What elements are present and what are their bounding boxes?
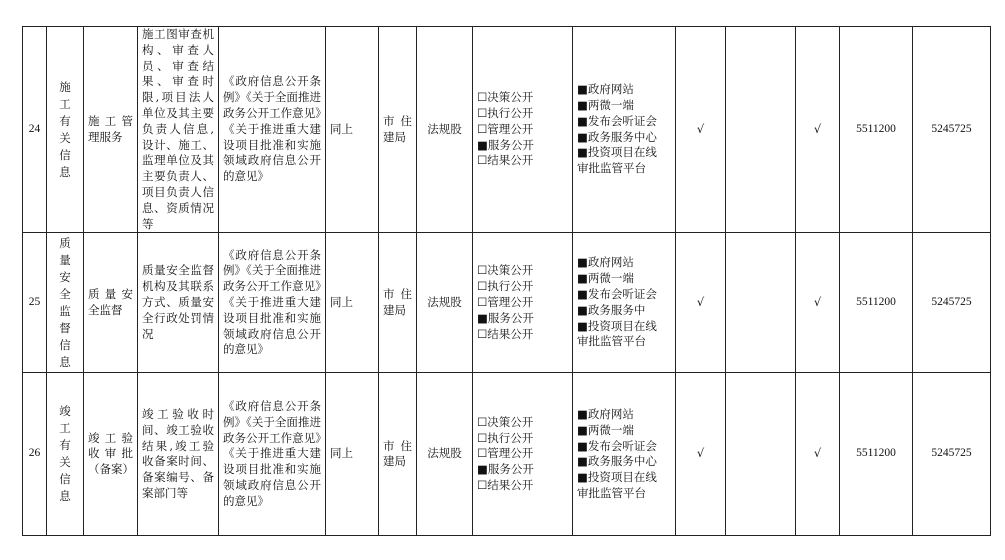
channel-option: 审批监管平台 xyxy=(577,485,646,500)
public-type-cell xyxy=(473,27,573,233)
channel-option: 审批监管平台 xyxy=(577,334,646,349)
phone-1: 5511200 xyxy=(840,27,913,233)
public-type-option: ☐管理公开 xyxy=(477,121,534,136)
check-mark-1: √ xyxy=(676,27,726,233)
channel-option: ■发布会听证会 xyxy=(577,438,657,453)
channel-option: ■两微一端 xyxy=(577,98,634,113)
disclosure-table xyxy=(22,26,991,536)
channel-option: ■政府网站 xyxy=(577,406,634,421)
check-mark-1: √ xyxy=(676,233,726,373)
check-mark-2: √ xyxy=(796,373,840,536)
row-number: 26 xyxy=(23,373,47,536)
basis-cell: 《政府信息公开条例》《关于全面推进政务公开工作意见》《关于推进重大建设项目批准和实施领域政府信息公开的意见》 xyxy=(219,27,326,233)
item-cell: 质量安全监督 xyxy=(84,233,138,373)
public-type-option: ■服务公开 xyxy=(477,310,534,325)
dept-cell: 市住建局 xyxy=(379,27,417,233)
channel-option: ■投资项目在线 xyxy=(577,318,657,333)
content-cell: 质量安全监督机构及其联系方式、质量安全行政处罚情况 xyxy=(138,233,219,373)
row-number: 25 xyxy=(23,233,47,373)
check-mark-2: √ xyxy=(796,27,840,233)
content-cell: 竣工验收时间、竣工验收结果,竣工验收备案时间、备案编号、备案部门等 xyxy=(138,373,219,536)
timing-cell: 同上 xyxy=(326,27,379,233)
timing-cell: 同上 xyxy=(326,373,379,536)
basis-cell: 《政府信息公开条例》《关于全面推进政务公开工作意见》《关于推进重大建设项目批准和实施领域政府信息公开的意见》 xyxy=(219,233,326,373)
empty-cell xyxy=(726,233,796,373)
public-type-option: ☐结果公开 xyxy=(477,153,534,168)
check-mark-2: √ xyxy=(796,233,840,373)
public-type-option: ☐决策公开 xyxy=(477,263,534,278)
channel-option: ■投资项目在线 xyxy=(577,470,657,485)
channel-cell xyxy=(573,27,676,233)
channel-option: ■发布会听证会 xyxy=(577,287,657,302)
category-cell: 竣工有关信息 xyxy=(47,373,84,536)
channel-option: ■政务服务中心 xyxy=(577,129,657,144)
public-type-option: ☐结果公开 xyxy=(477,326,534,341)
table-row xyxy=(23,373,991,536)
channel-option: ■政务服务中 xyxy=(577,302,646,317)
phone-2: 5245725 xyxy=(913,27,991,233)
basis-cell: 《政府信息公开条例》《关于全面推进政务公开工作意见》《关于推进重大建设项目批准和实施领域政府信息公开的意见》 xyxy=(219,373,326,536)
phone-2: 5245725 xyxy=(913,373,991,536)
channel-cell xyxy=(573,373,676,536)
category-cell: 施工有关信息 xyxy=(47,27,84,233)
timing-cell: 同上 xyxy=(326,233,379,373)
office-cell: 法规股 xyxy=(417,373,473,536)
category-cell: 质量安全监督信息 xyxy=(47,233,84,373)
channel-option: ■两微一端 xyxy=(577,422,634,437)
public-type-option: ☐执行公开 xyxy=(477,105,534,120)
public-type-option: ☐决策公开 xyxy=(477,90,534,105)
row-number: 24 xyxy=(23,27,47,233)
channel-option: ■政府网站 xyxy=(577,255,634,270)
channel-option: ■政府网站 xyxy=(577,82,634,97)
phone-1: 5511200 xyxy=(840,373,913,536)
check-mark-1: √ xyxy=(676,373,726,536)
public-type-cell xyxy=(473,233,573,373)
table-row xyxy=(23,27,991,233)
empty-cell xyxy=(726,373,796,536)
public-type-option: ■服务公开 xyxy=(477,462,534,477)
dept-cell: 市住建局 xyxy=(379,233,417,373)
channel-cell xyxy=(573,233,676,373)
content-cell: 施工图审查机构、审查人员、审查结果、审查时限,项目法人单位及其主要负责人信息,设计、施工、监理单位及其主要负责人、项目负责人信息、资质情况等 xyxy=(138,27,219,233)
public-type-option: ☐执行公开 xyxy=(477,279,534,294)
public-type-option: ☐结果公开 xyxy=(477,478,534,493)
channel-option: ■两微一端 xyxy=(577,271,634,286)
public-type-option: ■服务公开 xyxy=(477,137,534,152)
channel-option: ■发布会听证会 xyxy=(577,113,657,128)
channel-option: ■政务服务中心 xyxy=(577,454,657,469)
table-row xyxy=(23,233,991,373)
channel-option: 审批监管平台 xyxy=(577,161,646,176)
item-cell: 施工管理服务 xyxy=(84,27,138,233)
public-type-option: ☐管理公开 xyxy=(477,446,534,461)
public-type-option: ☐决策公开 xyxy=(477,414,534,429)
dept-cell: 市住建局 xyxy=(379,373,417,536)
public-type-cell xyxy=(473,373,573,536)
phone-1: 5511200 xyxy=(840,233,913,373)
public-type-option: ☐管理公开 xyxy=(477,294,534,309)
item-cell: 竣工验收审批（备案） xyxy=(84,373,138,536)
public-type-option: ☐执行公开 xyxy=(477,430,534,445)
channel-option: ■投资项目在线 xyxy=(577,145,657,160)
office-cell: 法规股 xyxy=(417,233,473,373)
phone-2: 5245725 xyxy=(913,233,991,373)
office-cell: 法规股 xyxy=(417,27,473,233)
empty-cell xyxy=(726,27,796,233)
